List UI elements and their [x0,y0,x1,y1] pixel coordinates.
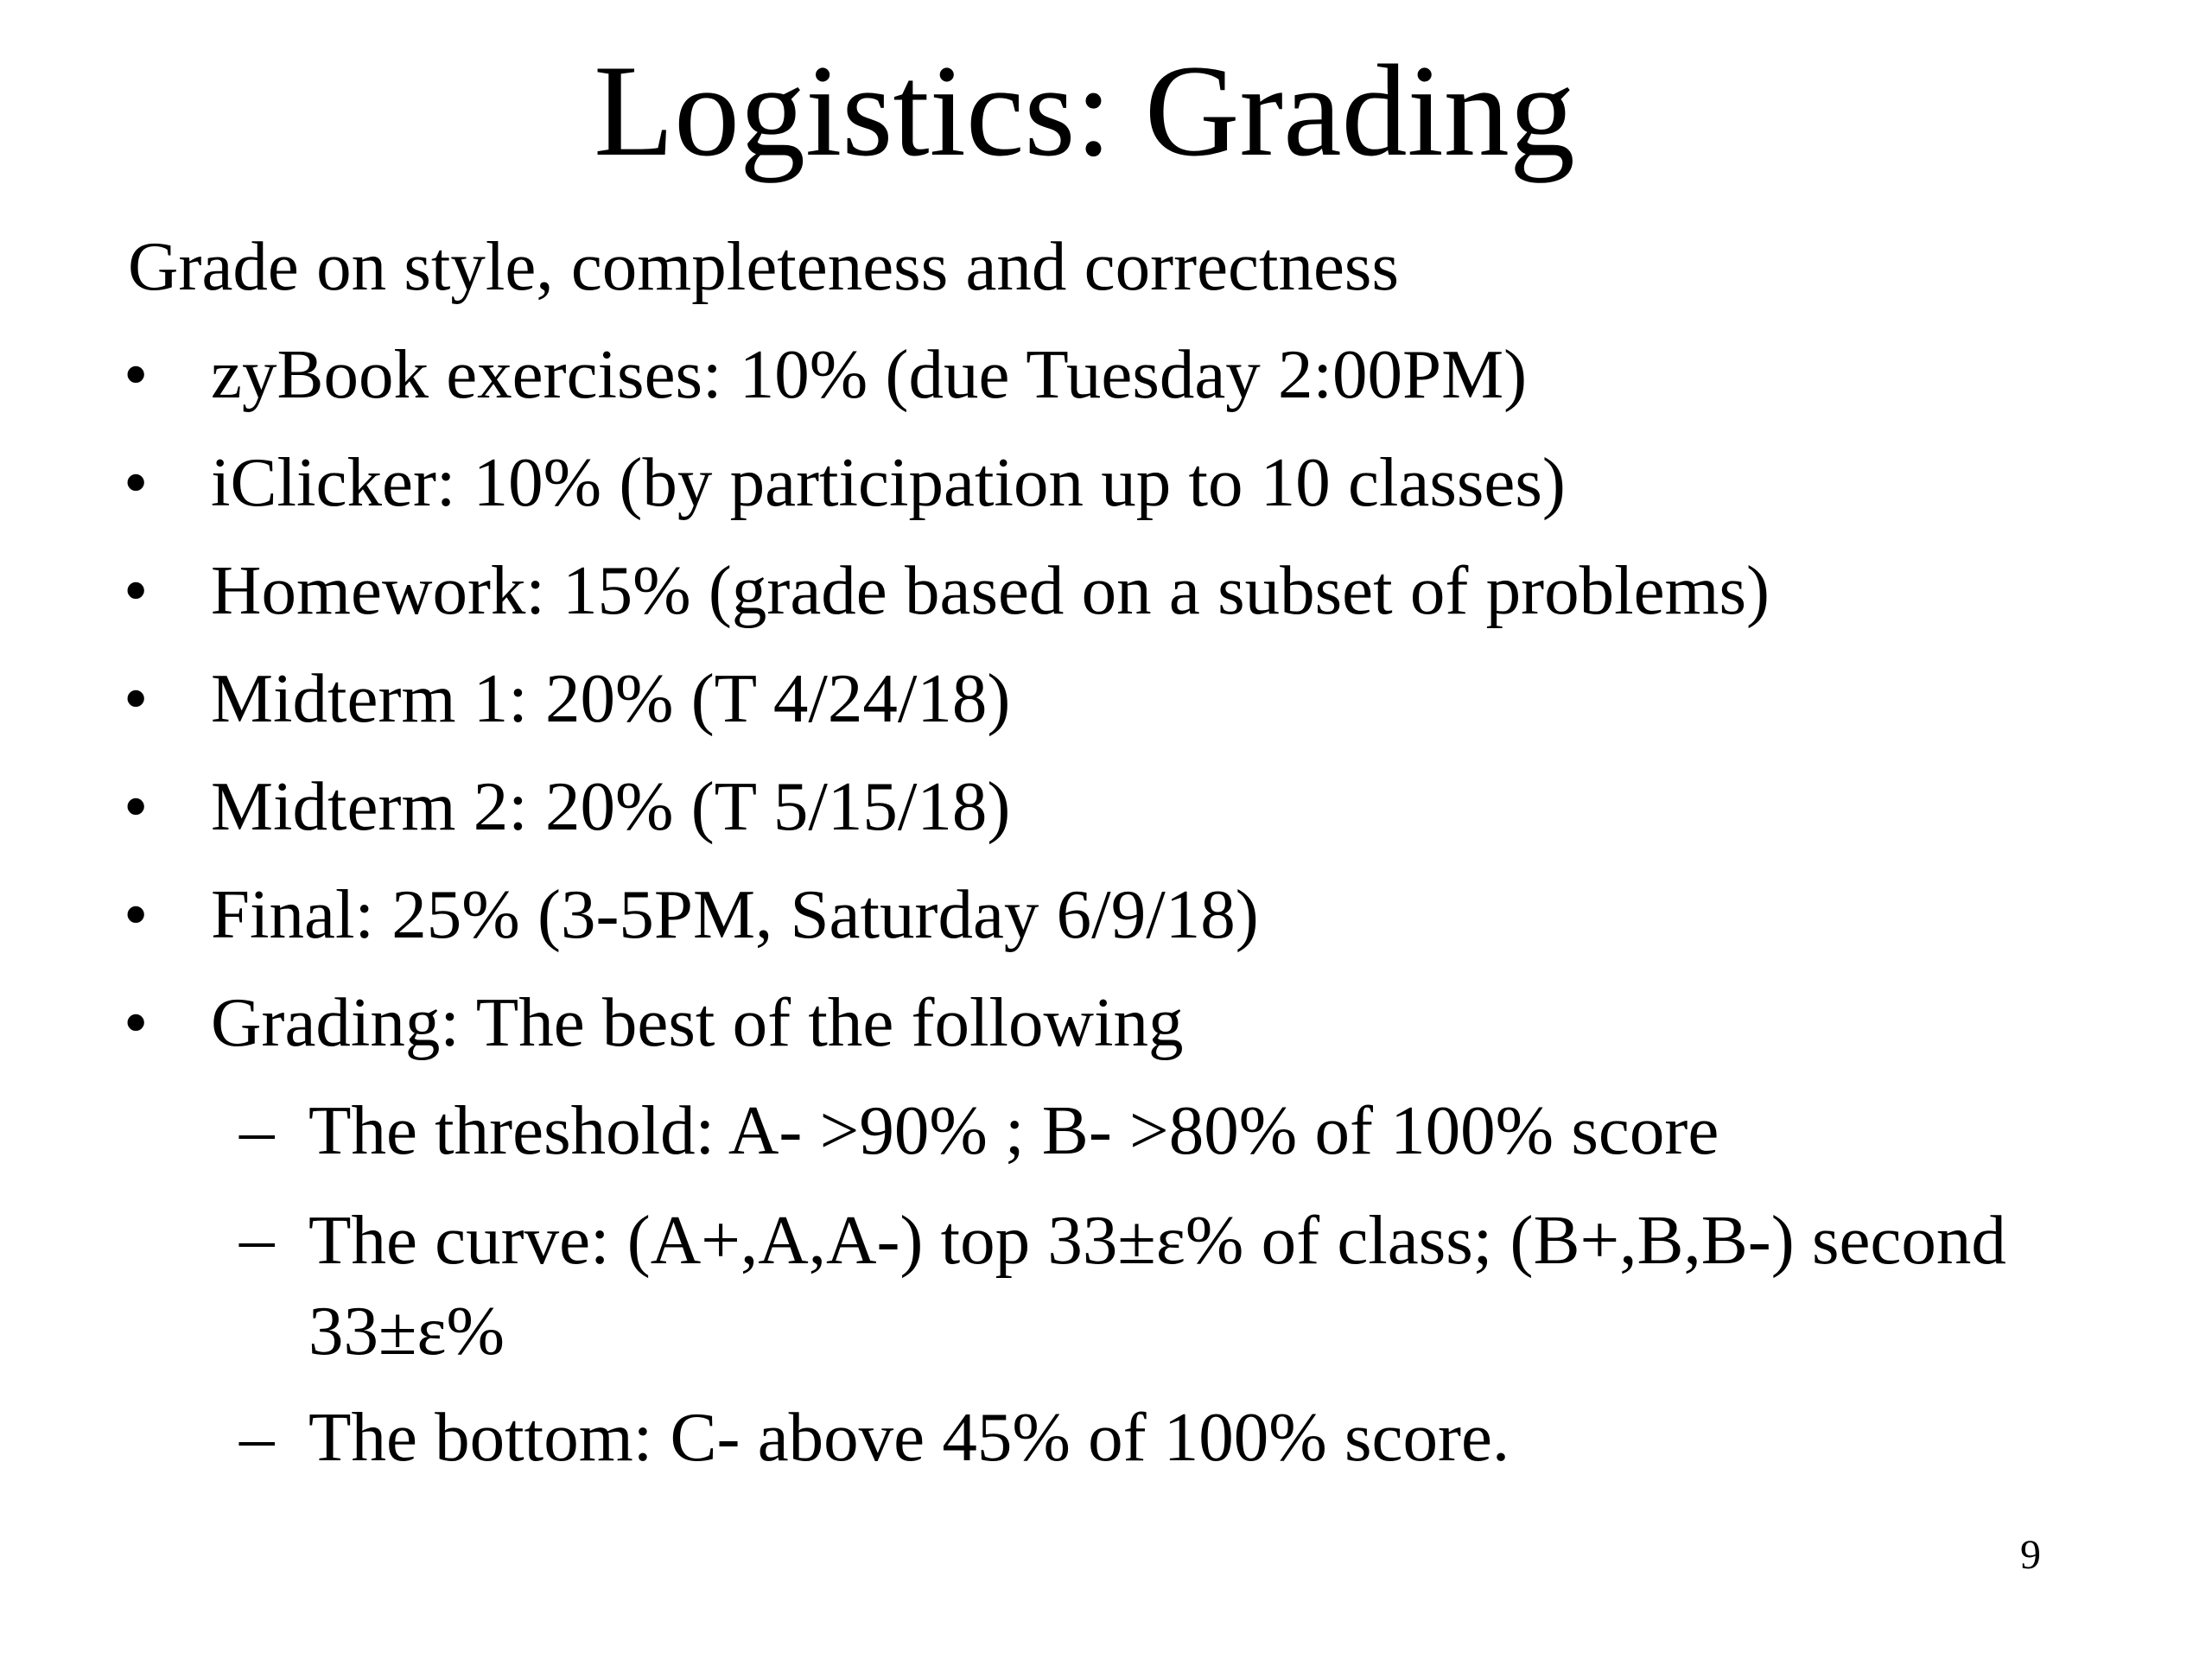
bullet-icon: • [124,443,149,521]
dash-icon: – [239,1091,275,1169]
bullet-text: iClicker: 10% (by participation up to 10 classes) [211,443,1566,521]
bullet-icon: • [124,551,149,629]
bullet-icon: • [124,335,149,413]
bullet-text: zyBook exercises: 10% (due Tuesday 2:00PM) [211,335,1528,413]
bullet-text: Midterm 2: 20% (T 5/15/18) [211,767,1011,845]
dash-icon: – [239,1398,275,1476]
bullet-icon: • [124,659,149,737]
bullet-text: Final: 25% (3-5PM, Saturday 6/9/18) [211,875,1259,953]
bullet-icon: • [124,983,149,1061]
sub-bullet-text: The bottom: C- above 45% of 100% score. [308,1398,1510,1476]
bullet-text: Midterm 1: 20% (T 4/24/18) [211,659,1011,737]
sub-bullet-text: The threshold: A- >90% ; B- >80% of 100% score [308,1091,1719,1169]
page-number: 9 [2020,1532,2041,1578]
bullet-text: Grading: The best of the following [211,983,1184,1061]
bullet-icon: • [124,875,149,953]
dash-icon: – [239,1199,275,1277]
sub-bullet-text: The curve: (A+,A,A-) top 33±ε% of class; (B+,B,B-) second 33±ε% [308,1201,2006,1370]
bullet-text: Homework: 15% (grade based on a subset of problems) [211,551,1770,629]
bullet-icon: • [124,767,149,845]
slide-title: Logistics: Grading [594,38,1575,183]
intro-text: Grade on style, completeness and correctness [128,227,1399,305]
